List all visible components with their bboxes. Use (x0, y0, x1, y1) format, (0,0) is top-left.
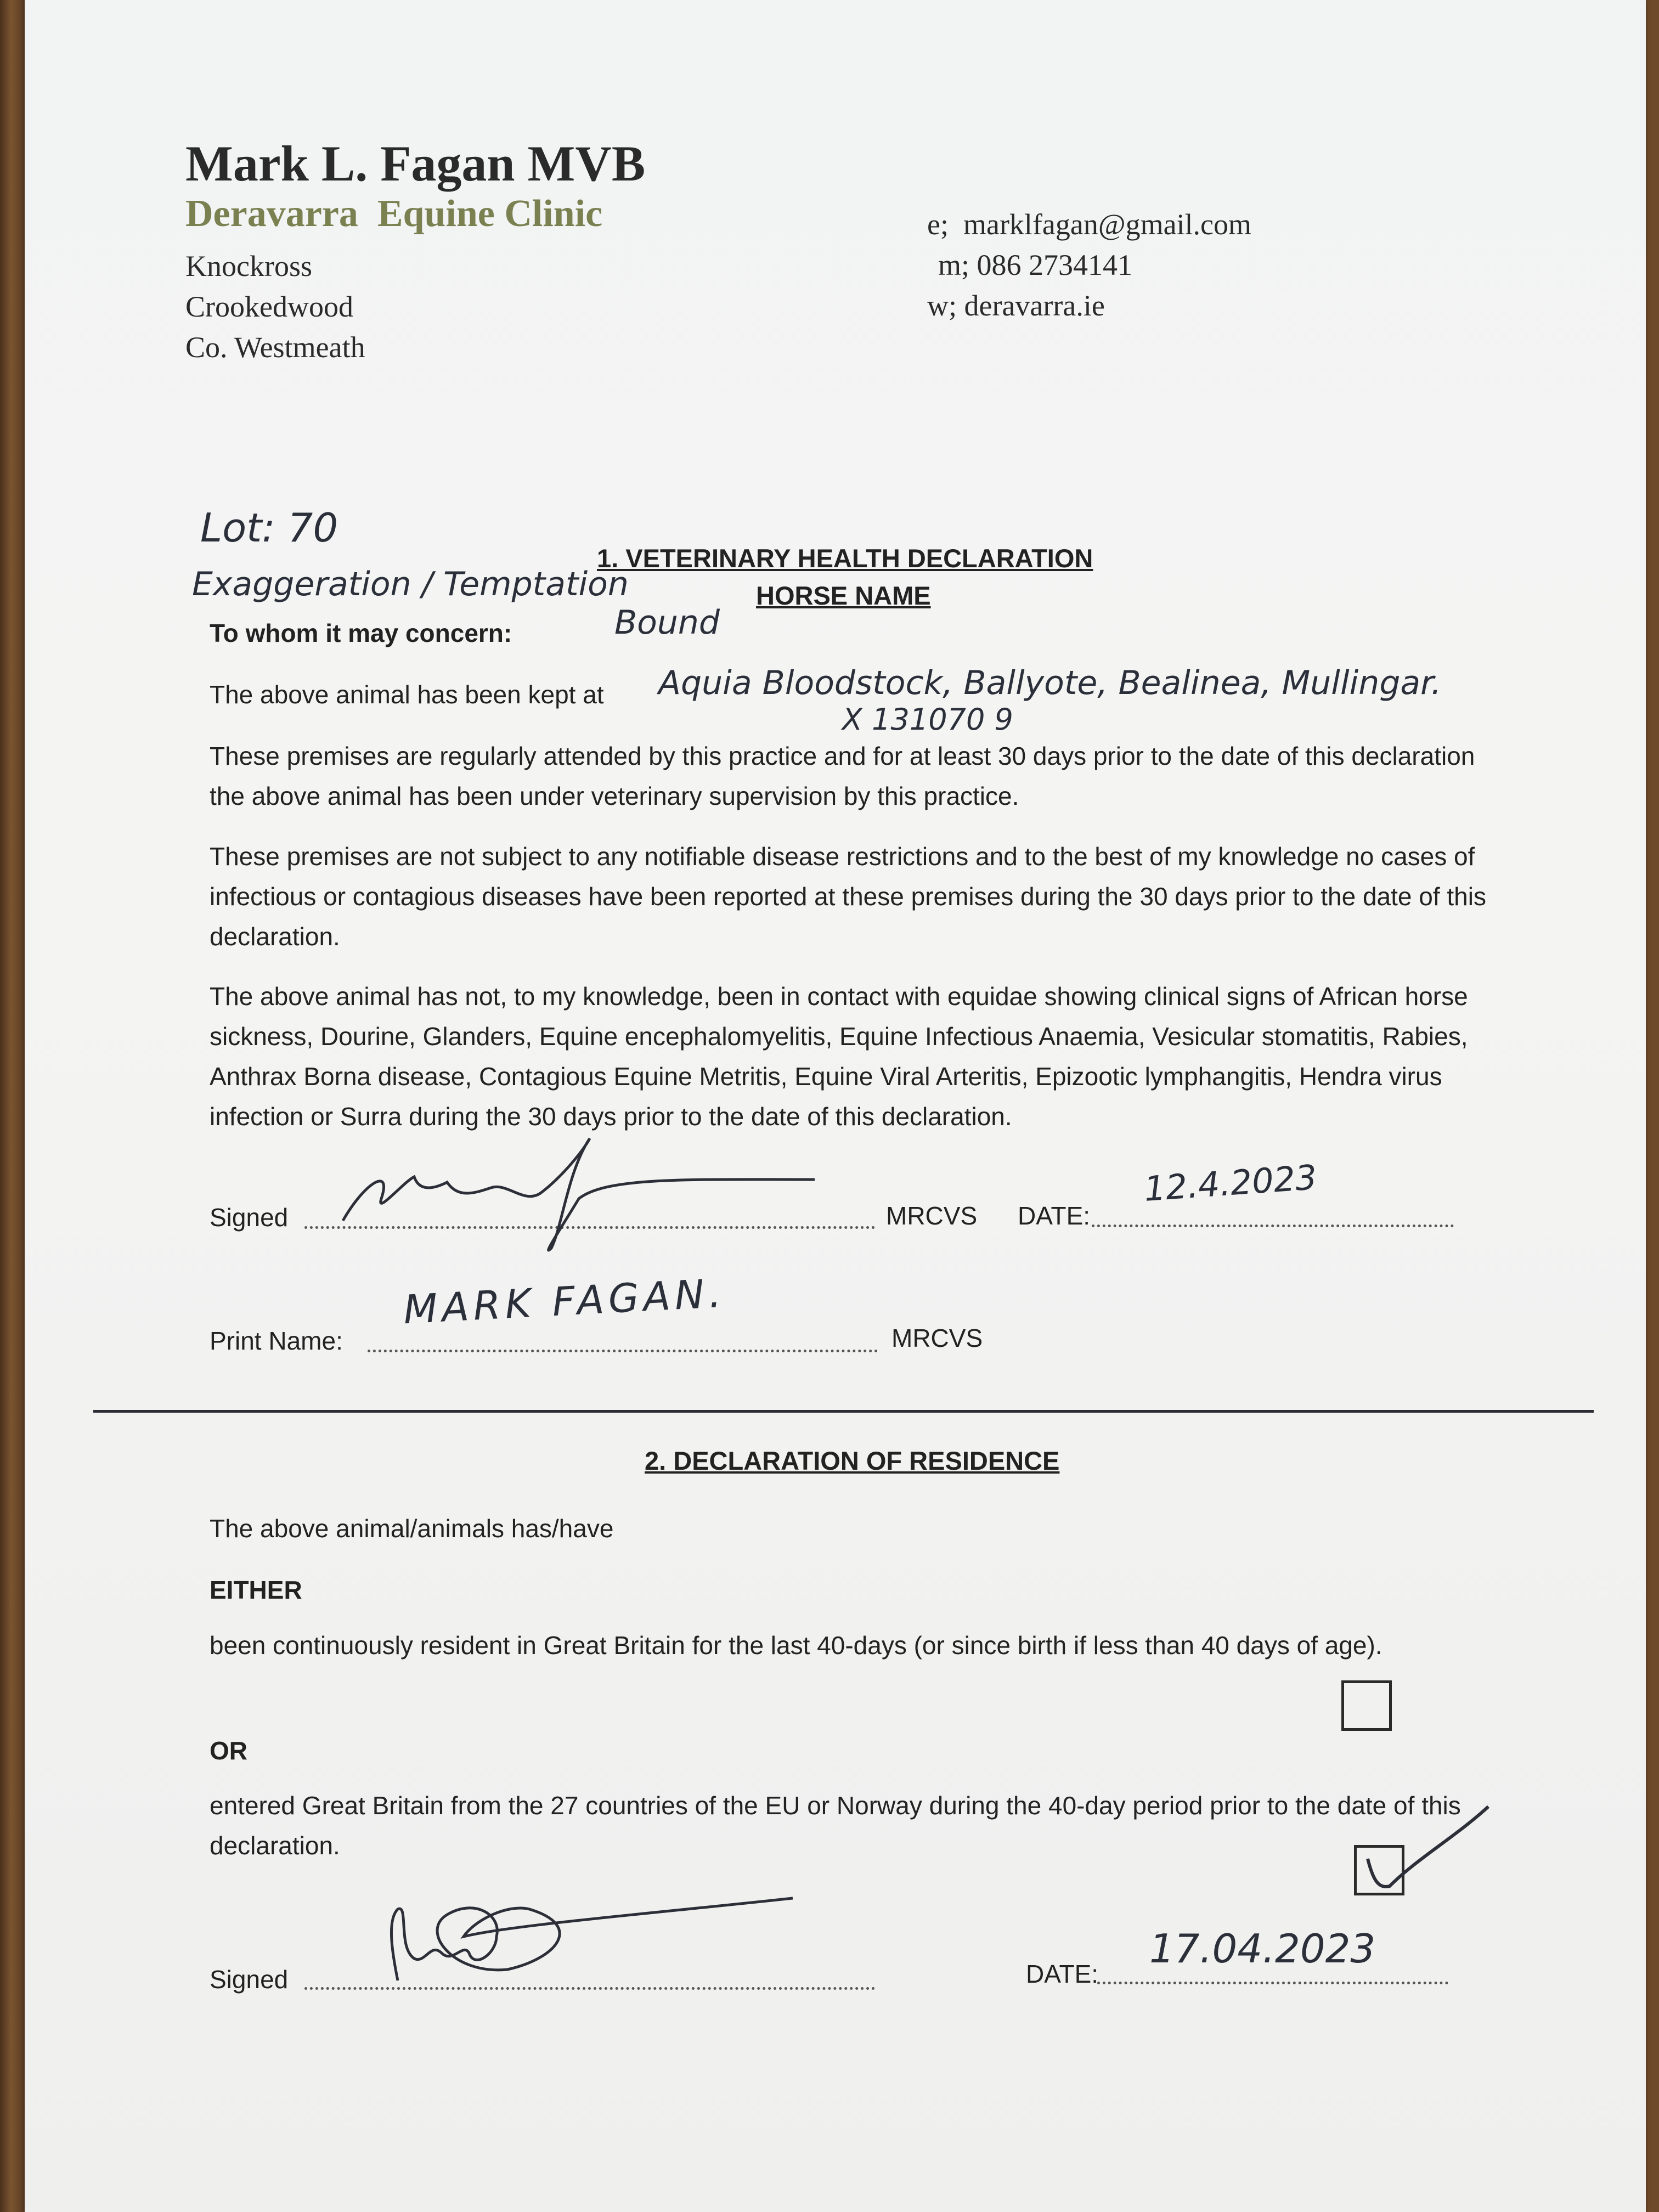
address-line-1: Knockross (185, 250, 312, 283)
section1-paragraph-1: These premises are regularly attended by this practice and for at least 30 days prior to the date of this declaration the above animal has been under veterinary supervision by this practice. (210, 742, 1475, 810)
option-2-text: entered Great Britain from the 27 countries of the EU or Norway during the 40-day period prior to the date of this declaration. (210, 1791, 1461, 1860)
contact-details (927, 204, 1251, 326)
mrcvs-label-2: MRCVS (891, 1324, 983, 1352)
declaration-document (25, 0, 1646, 2212)
option-1-text: been continuously resident in Great Britain for the last 40-days (or since birth if less than 40 days of age). (210, 1631, 1383, 1660)
or-label: OR (210, 1736, 247, 1765)
section1-paragraph-3: The above animal has not, to my knowledge, been in contact with equidae showing clinical signs of African horse sickness, Dourine, Glanders, Equine encephalomyelitis, Equine Infectious Anaemia, Vesicular stomatitis, Rabies, Anthrax Borna disease, Contagious Equine Metritis, Equine Viral Arteritis, Epizootic lymphangitis, Hendra virus infection or Surra during the 30 days prior to the date of this declaration. (210, 982, 1468, 1131)
address-line-3: Co. Westmeath (185, 331, 365, 364)
date-label-2: DATE: (1026, 1960, 1099, 1988)
mobile-line: m; 086 2734141 (938, 249, 1133, 281)
clinic-name: Deravarra Equine Clinic (185, 193, 603, 235)
vet-name-heading: Mark L. Fagan MVB (185, 136, 646, 191)
date-label-1: DATE: (1018, 1201, 1091, 1230)
section1-heading: 1. VETERINARY HEALTH DECLARATION (597, 544, 1093, 573)
either-label: EITHER (210, 1576, 302, 1604)
address-line-2: Crookedwood (185, 290, 353, 323)
handwritten-date-1: 12.4.2023 (1142, 1157, 1318, 1209)
web-line: w; deravarra.ie (927, 289, 1105, 322)
handwritten-date-2: 17.04.2023 (1149, 1926, 1376, 1972)
option-1-checkbox[interactable] (1341, 1680, 1392, 1731)
owner-signature (365, 1887, 804, 1986)
handwritten-horse-name: Exaggeration / Temptation (192, 565, 629, 603)
signed-label-1: Signed (210, 1203, 289, 1232)
kept-at-label: The above animal has been kept at (210, 680, 604, 709)
signed-label-2: Signed (210, 1965, 289, 1994)
handwritten-print-name: MARK FAGAN. (402, 1269, 727, 1333)
email-line: e; marklfagan@gmail.com (927, 208, 1252, 241)
mrcvs-label-1: MRCVS (886, 1201, 978, 1230)
section-divider (93, 1410, 1594, 1413)
section1-paragraph-2: These premises are not subject to any notifiable disease restrictions and to the best of my knowledge no cases of infectious or contagious diseases have been reported at these premises during the 30 days prior to the date of this declaration. (210, 842, 1486, 951)
handwritten-lot: Lot: 70 (200, 505, 338, 551)
residence-intro: The above animal/animals has/have (210, 1514, 614, 1543)
print-name-label: Print Name: (210, 1327, 343, 1355)
handwritten-herd-number: X 131070 9 (842, 702, 1013, 737)
option-2-checkbox[interactable] (1354, 1845, 1404, 1895)
salutation: To whom it may concern: (210, 619, 512, 647)
section2-heading: 2. DECLARATION OF RESIDENCE (645, 1446, 1060, 1475)
date-line-2 (1097, 1976, 1448, 1984)
horse-name-label: HORSE NAME (756, 581, 931, 610)
clinic-address (185, 246, 365, 368)
vet-signature (332, 1116, 826, 1259)
checkmark-icon (1351, 1776, 1494, 1908)
handwritten-horse-name-line2: Bound (614, 603, 720, 642)
handwritten-premises: Aquia Bloodstock, Ballyote, Bealinea, Mullingar. (658, 664, 1442, 702)
date-line-1 (1092, 1219, 1454, 1227)
print-name-line (368, 1344, 878, 1352)
